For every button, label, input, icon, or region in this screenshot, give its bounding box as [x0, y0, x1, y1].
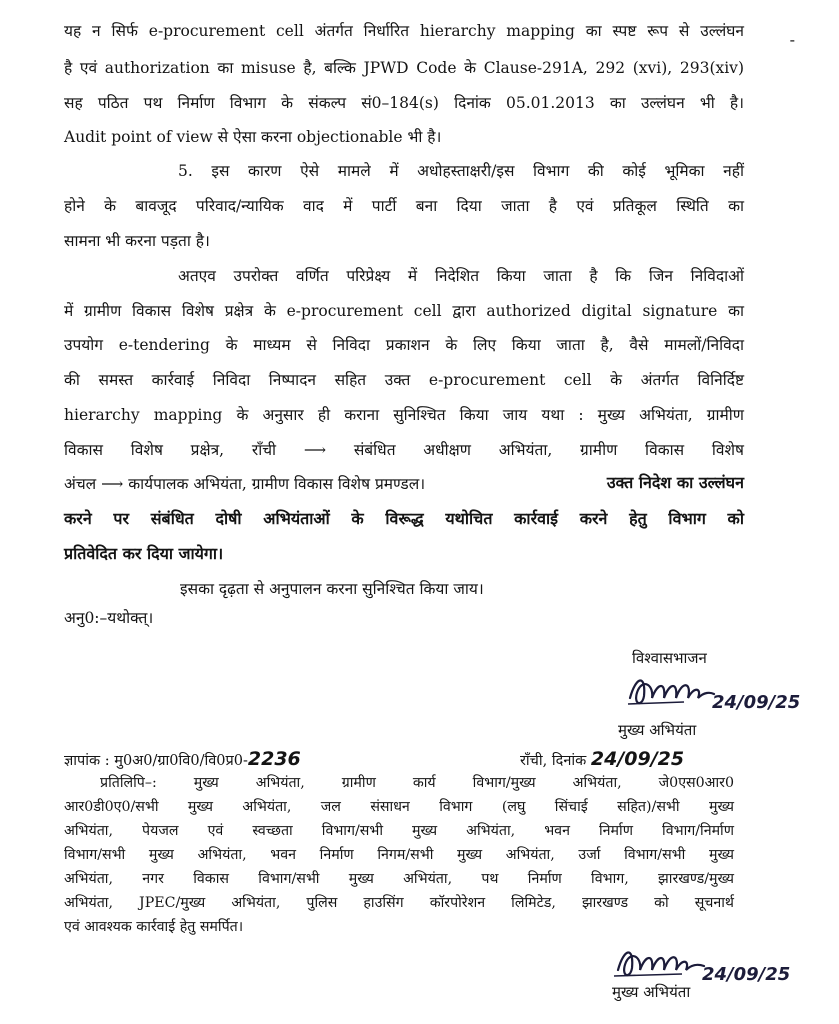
para5-line-2: होने के बावजूद परिवाद/न्यायिक वाद में पार्टी बना दिया जाता है एवं प्रतिकूल स्थिति का [64, 197, 744, 215]
signature-2 [612, 938, 802, 988]
signature-1 [624, 668, 804, 716]
body-line-2: है एवं authorization का misuse है, बल्कि JPWD Code के Clause-291A, 292 (xvi), 293(xiv) [64, 59, 744, 77]
designation-label-2: मुख्य अभियंता [612, 983, 691, 1001]
directive-line-2: में ग्रामीण विकास विशेष प्रक्षेत्र के e-procurement cell द्वारा authorized digital signature का [64, 302, 744, 320]
sign-off-label: विश्वासभाजन [632, 649, 707, 667]
copy-line-5: अभियंता, नगर विकास विभाग/सभी मुख्य अभियंता, पथ निर्माण विभाग, झारखण्ड/मुख्य [64, 871, 734, 887]
signature-2-date: 24/09/25 [702, 964, 791, 985]
directive-line-5: hierarchy mapping के अनुसार ही कराना सुनिश्चित किया जाय यथा : मुख्य अभियंता, ग्रामीण [64, 406, 744, 424]
designation-label-1: मुख्य अभियंता [618, 721, 697, 739]
memo-date: 24/09/25 [590, 748, 685, 770]
directive-bold-line-2: प्रतिवेदित कर दिया जायेगा। [64, 544, 224, 563]
copy-line-2: आर0डी0ए0/सभी मुख्य अभियंता, जल संसाधन विभाग (लघु सिंचाई सहित)/सभी मुख्य [64, 799, 734, 815]
enclosure-line: अनु0:–यथोक्त्। [64, 609, 154, 627]
memo-place-date-prefix: राँची, दिनांक [520, 753, 587, 769]
directive-line-7: अंचल ⟶ कार्यपालक अभियंता, ग्रामीण विकास विशेष प्रमण्डल। [64, 475, 426, 493]
directive-line-6: विकास विशेष प्रक्षेत्र, राँची ⟶ संबंधित अधीक्षण अभियंता, ग्रामीण विकास विशेष [64, 441, 744, 459]
body-line-4: Audit point of view से ऐसा करना objectionable भी है। [64, 128, 442, 146]
copy-line-3: अभियंता, पेयजल एवं स्वच्छता विभाग/सभी मुख्य अभियंता, भवन निर्माण विभाग/निर्माण [64, 823, 734, 839]
para5-line-1: 5. इस कारण ऐसे मामले में अधोहस्ताक्षरी/इस विभाग की कोई भूमिका नहीं [178, 162, 744, 180]
directive-line-1: अतएव उपरोक्त वर्णित परिप्रेक्ष्य में निदेशित किया जाता है कि जिन निविदाओं [178, 267, 744, 285]
memo-ref-number: 2236 [247, 748, 301, 770]
para5-line-3: सामना भी करना पड़ता है। [64, 232, 210, 250]
directive-bold-start: उक्त निदेश का उल्लंघन [606, 473, 744, 492]
memo-ref-prefix: ज्ञापांक : मु0अ0/ग्रा0वि0/वि0प्र0- [64, 753, 248, 769]
directive-line-3: उपयोग e-tendering के माध्यम से निविदा प्रकाशन के लिए किया जाता है, वैसे मामलों/निविदा [64, 336, 744, 354]
signature-1-date: 24/09/25 [712, 692, 801, 713]
copy-line-6: अभियंता, JPEC/मुख्य अभियंता, पुलिस हाउसिंग कॉरपोरेशन लिमिटेड, झारखण्ड को सूचनार्थ [64, 895, 734, 911]
memo-place-date [520, 748, 760, 772]
margin-mark: - [789, 30, 795, 49]
memo-ref [64, 748, 364, 772]
directive-bold-line-1: करने पर संबंधित दोषी अभियंताओं के विरूद्ध यथोचित कार्रवाई करने हेतु विभाग को [64, 509, 744, 528]
copy-line-1: प्रतिलिपि–: मुख्य अभियंता, ग्रामीण कार्य विभाग/मुख्य अभियंता, जे0एस0आर0 [100, 775, 734, 791]
copy-line-4: विभाग/सभी मुख्य अभियंता, भवन निर्माण निगम/सभी मुख्य अभियंता, उर्जा विभाग/सभी मुख्य [64, 847, 734, 863]
body-line-1: यह न सिर्फ e-procurement cell अंतर्गत निर्धारित hierarchy mapping का स्पष्ट रूप से उल्लंघन [64, 22, 744, 40]
copy-line-7: एवं आवश्यक कार्रवाई हेतु समर्पित। [64, 919, 244, 935]
directive-line-4: की समस्त कार्रवाई निविदा निष्पादन सहित उक्त e-procurement cell के अंतर्गत विनिर्दिष्ट [64, 371, 744, 389]
compliance-line: इसका दृढ़ता से अनुपालन करना सुनिश्चित किया जाय। [180, 580, 484, 598]
body-line-3: सह पठित पथ निर्माण विभाग के संकल्प सं0–184(s) दिनांक 05.01.2013 का उल्लंघन भी है। [64, 94, 744, 112]
